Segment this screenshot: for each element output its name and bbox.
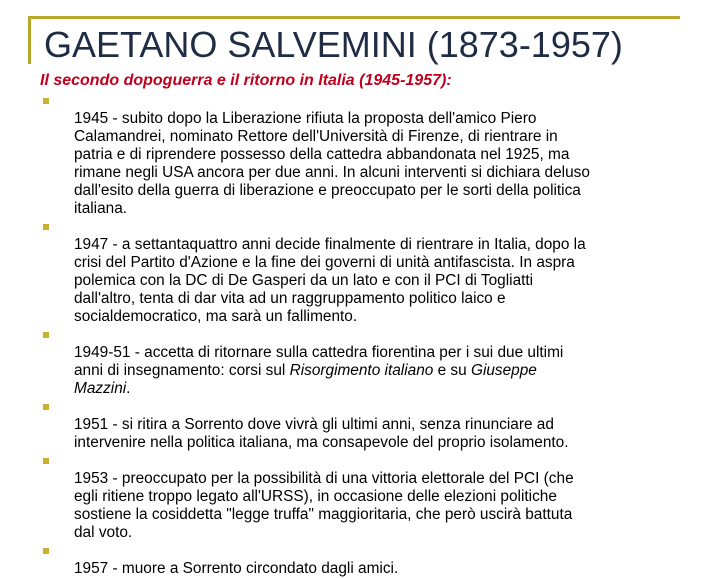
square-bullet-icon: [43, 458, 49, 464]
title-frame-top-rule: [28, 16, 680, 19]
course-title-risorgimento: Risorgimento italiano: [289, 362, 434, 379]
bullet-1957-text: 1957 - muore a Sorrento circondato dagli amici.: [74, 560, 399, 577]
bullet-1949-51-connector: e su: [433, 362, 471, 379]
bullet-1945: [40, 92, 680, 218]
square-bullet-icon: [43, 548, 49, 554]
bullet-1957: [40, 542, 680, 578]
bullet-1949-51-text: 1949-51 - accetta di ritornare sulla cattedra fiorentina per i sui due ultimi anni di insegnamento: corsi sul: [74, 344, 564, 379]
bullet-1947: [40, 218, 680, 326]
bullet-1951: [40, 398, 680, 452]
course-title-mazzini: Giuseppe Mazzini: [74, 362, 537, 397]
bullet-1949-51-end: .: [126, 380, 131, 397]
section-subtitle: Il secondo dopoguerra e il ritorno in Italia (1945-1957):: [40, 72, 452, 89]
timeline-bullet-list: [40, 92, 680, 578]
square-bullet-icon: [43, 224, 49, 230]
bullet-1949-51: [40, 326, 680, 398]
bullet-1947-text: 1947 - a settantaquattro anni decide finalmente di rientrare in Italia, dopo la crisi del Partito d'Azione e la fine dei governi di unità antifascista. In aspra polemica con la DC di De Gasperi da un lato e con il PCI di Togliatti dall'altro, tenta di dar vita ad un raggruppamento politico laico e socialdemocratico, ma sarà un fallimento.: [74, 236, 586, 325]
bullet-1953: [40, 452, 680, 542]
title-frame-left-rule: [28, 16, 31, 64]
square-bullet-icon: [43, 332, 49, 338]
bullet-1953-text: 1953 - preoccupato per la possibilità di una vittoria elettorale del PCI (che egli ritiene troppo legato all'URSS), in occasione delle elezioni politiche sostiene la cosiddetta "legge truffa" maggioritaria, che però uscirà battuta dal voto.: [74, 470, 574, 541]
square-bullet-icon: [43, 98, 49, 104]
bullet-1951-text: 1951 - si ritira a Sorrento dove vivrà gli ultimi anni, senza rinunciare ad intervenire nella politica italiana, ma consapevole del proprio isolamento.: [74, 416, 569, 451]
square-bullet-icon: [43, 404, 49, 410]
bullet-1945-text: 1945 - subito dopo la Liberazione rifiuta la proposta dell'amico Piero Calamandrei, nominato Rettore dell'Università di Firenze, di rientrare in patria e di riprendere possesso della cattedra abbandonata nel 1925, ma rimane negli USA ancora per due anni. In alcuni interventi si dichiara deluso dall'esito della guerra di liberazione e preoccupato per le sorti della politica italiana.: [74, 110, 590, 217]
slide-title: GAETANO SALVEMINI (1873-1957): [44, 24, 623, 65]
